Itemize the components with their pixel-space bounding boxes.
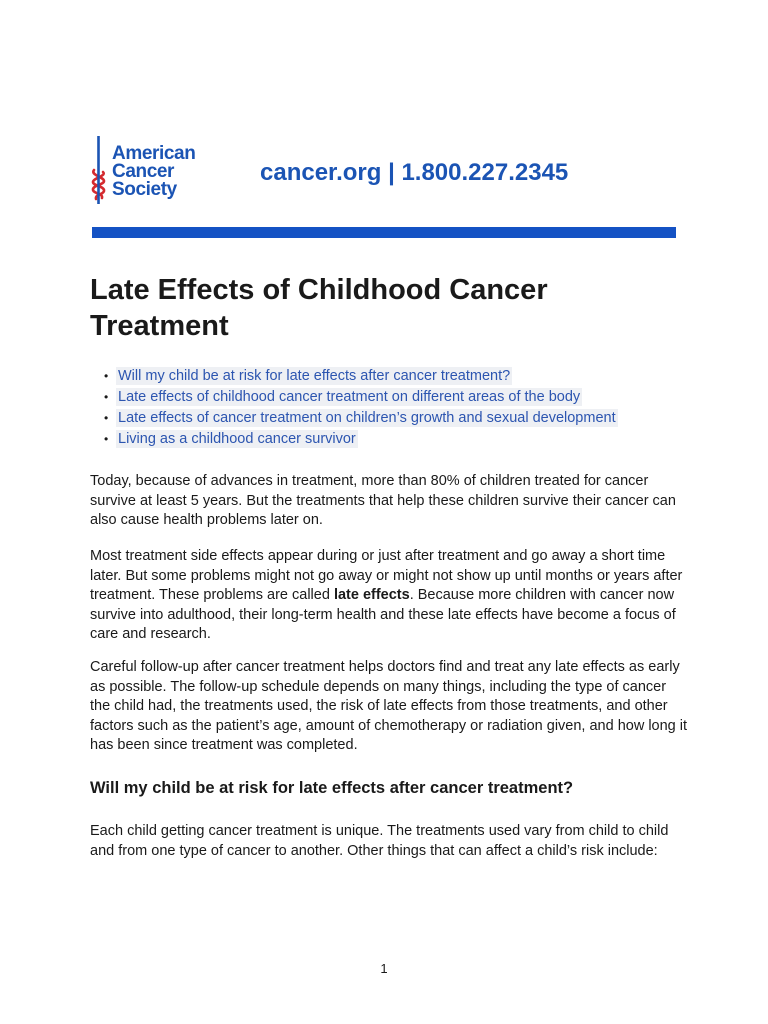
follow-up-paragraph: Careful follow-up after cancer treatment helps doctors find and treat any late effects as early as possible. The follow-up schedule depends on many things, including the type of cancer the child had, the treatments used, the risk of late effects from those treatments, and other factors such as the patient’s age, amount of chemotherapy or radiation given, and how long it has been since treatment was completed.	[90, 659, 688, 753]
logo-line-cancer: Cancer	[112, 161, 175, 182]
risk-paragraph: Each child getting cancer treatment is unique. The treatments used vary from child to child and from one type of cancer to another. Other things that can affect a child’s risk include:	[90, 823, 669, 859]
logo-line-society: Society	[112, 179, 177, 200]
section-heading: Will my child be at risk for late effects after cancer treatment?	[90, 779, 574, 797]
toc-item	[104, 387, 618, 408]
contact-info: cancer.org | 1.800.227.2345	[260, 159, 569, 186]
intro-paragraph: Today, because of advances in treatment, more than 80% of children treated for cancer survive at least 5 years. But the treatments that help these children survive their cancer can also cause health problems later on.	[90, 473, 676, 528]
bullet-icon: •	[104, 411, 109, 425]
table-of-contents	[104, 366, 618, 450]
bullet-icon: •	[104, 432, 109, 446]
paragraph-text: . Because more children with cancer now survive into adulthood, their long-term health and these late effects have become a focus of care and research.	[90, 587, 676, 642]
toc-link-growth[interactable]: Late effects of cancer treatment on children’s growth and sexual development	[118, 410, 616, 426]
sword-caduceus-icon	[90, 136, 110, 204]
toc-link-body-areas[interactable]: Late effects of childhood cancer treatment on different areas of the body	[118, 389, 581, 405]
toc-link-risk[interactable]: Will my child be at risk for late effects after cancer treatment?	[118, 368, 511, 384]
bullet-icon: •	[104, 369, 109, 383]
page-title: Late Effects of Childhood Cancer Treatment	[90, 274, 548, 342]
logo-line-american: American	[112, 143, 196, 164]
paragraph-text: Most treatment side effects appear during or just after treatment and go away a short time later. But some problems might not go away or might not show up until months or years after treatment. These problems are called	[90, 548, 683, 603]
late-effects-paragraph	[90, 547, 690, 645]
late-effects-term: late effects	[333, 587, 410, 603]
header-divider	[92, 227, 676, 238]
acs-logo	[90, 136, 220, 206]
toc-link-survivor[interactable]: Living as a childhood cancer survivor	[118, 431, 356, 447]
toc-item	[104, 408, 618, 429]
toc-item	[104, 429, 618, 450]
toc-item	[104, 366, 618, 387]
page-number: 1	[380, 961, 388, 976]
logo-wordmark	[112, 145, 195, 199]
bullet-icon: •	[104, 390, 109, 404]
document-header	[90, 136, 680, 206]
